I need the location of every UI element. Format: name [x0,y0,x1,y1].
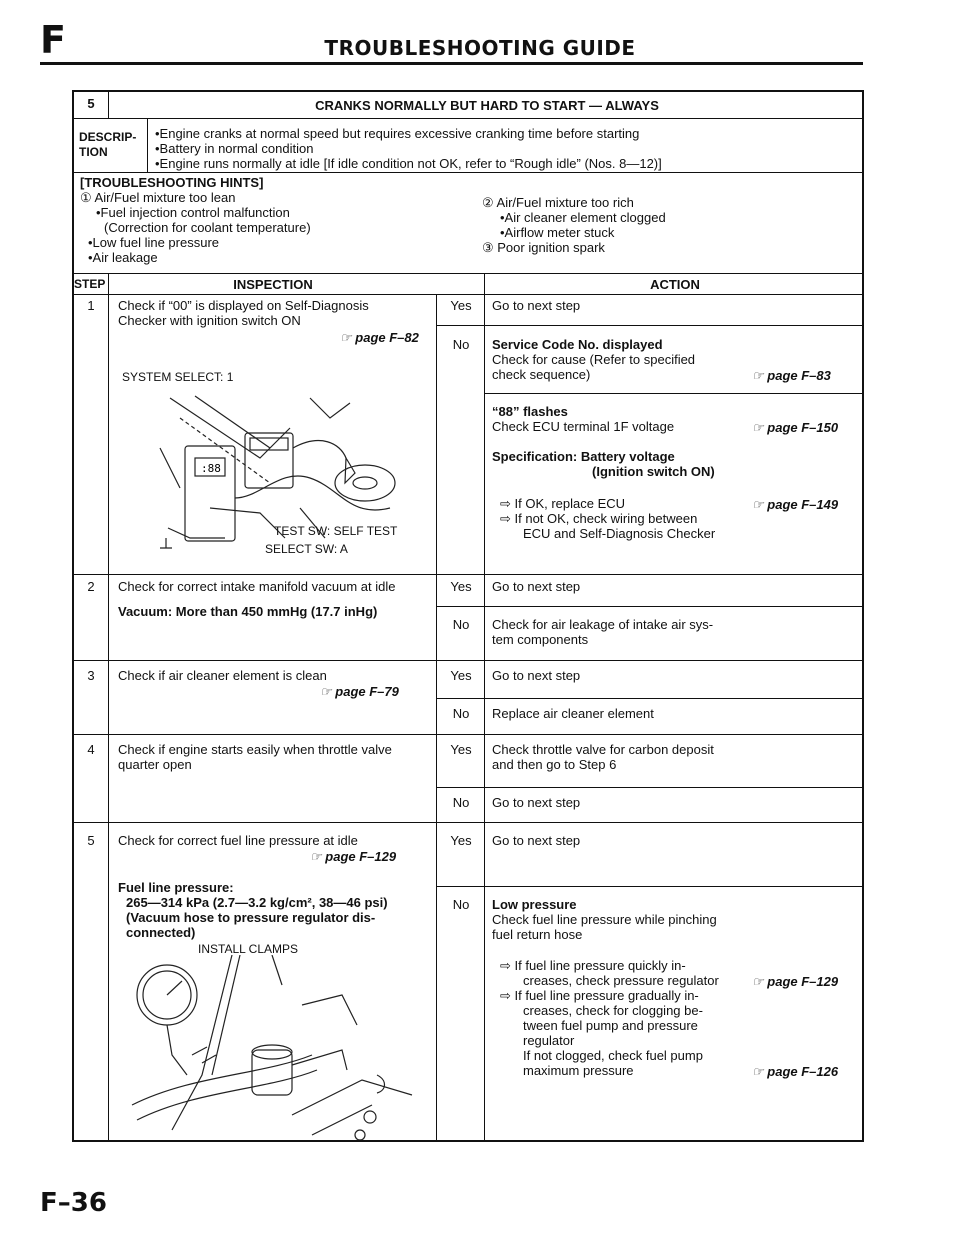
action-text: Check throttle valve for carbon deposit [492,742,714,757]
rule [436,886,864,887]
action-text: Go to next step [492,668,581,683]
action-text: Check fuel line pressure while pinching [492,912,717,927]
rule [108,273,109,1141]
action-text: Replace air cleaner element [492,706,654,721]
description-label: DESCRIP- [79,130,137,144]
action-text: tween fuel pump and pressure [523,1018,698,1033]
no-label: No [452,795,470,810]
rule [147,118,148,172]
action-text: Check for air leakage of intake air sys- [492,617,714,632]
hint-item: •Airflow meter stuck [500,225,615,240]
problem-number: 5 [87,96,95,111]
step-number: 2 [87,579,95,594]
rule [72,118,864,119]
action-text: Go to next step [492,298,581,313]
yes-label: Yes [450,298,472,313]
inspection-text: Check if “00” is displayed on Self-Diagnosis [118,298,369,313]
rule [72,273,864,274]
yes-label: Yes [450,668,472,683]
action-text: fuel return hose [492,927,583,942]
specification: connected) [126,925,196,940]
step-number: 5 [87,833,95,848]
diagram-label: SELECT SW: A [265,542,348,556]
rule [436,606,864,607]
action-text: ECU and Self-Diagnosis Checker [523,526,716,541]
description-label: TION [79,145,108,159]
hint-item: ③ Poor ignition spark [482,240,605,255]
action-text: creases, check for clogging be- [523,1003,703,1018]
step-number: 4 [87,742,95,757]
column-header-action: ACTION [650,277,700,292]
description-line: •Engine runs normally at idle [If idle condition not OK, refer to “Rough idle” (Nos. 8—12)] [155,156,662,171]
inspection-text: Check if engine starts easily when throttle valve [118,742,392,757]
rule [484,273,485,1141]
action-text: Go to next step [492,795,581,810]
action-text: tem components [492,632,589,647]
hint-item: •Air cleaner element clogged [500,210,666,225]
rule [436,698,864,699]
specification: 265—314 kPa (2.7—3.2 kg/cm², 38—46 psi) [126,895,388,910]
action-text: Check for cause (Refer to specified [492,352,696,367]
hint-item: ① Air/Fuel mixture too lean [80,190,236,205]
page-reference: ☞ page F–82 [340,330,419,345]
rule [436,787,864,788]
step-number: 3 [87,668,95,683]
specification: Vacuum: More than 450 mmHg (17.7 inHg) [118,604,378,619]
action-text: creases, check pressure regulator [523,973,719,988]
description-line: •Engine cranks at normal speed but requires excessive cranking time before starting [155,126,640,141]
diagram-label: TEST SW: SELF TEST [274,524,398,538]
page-reference: ☞ page F–129 [310,849,396,864]
rule [484,393,864,394]
diagram-label: SYSTEM SELECT: 1 [122,370,234,384]
diagram-label: INSTALL CLAMPS [198,942,299,956]
action-heading: “88” flashes [492,404,568,419]
column-header-step: STEP [74,277,106,291]
inspection-text: Check for correct fuel line pressure at idle [118,833,358,848]
action-text: ⇨ If not OK, check wiring between [500,511,698,526]
fuel-pressure-gauge-illustration [112,955,432,1140]
no-label: No [452,706,470,721]
rule [108,90,109,118]
no-label: No [452,897,470,912]
rule [72,822,864,823]
action-text: ⇨ If fuel line pressure quickly in- [500,958,686,973]
action-text: If not clogged, check fuel pump [523,1048,703,1063]
hint-item: ② Air/Fuel mixture too rich [482,195,634,210]
page-reference: ☞ page F–79 [320,684,399,699]
no-label: No [452,617,470,632]
rule [72,660,864,661]
rule [436,294,437,1141]
action-text: ⇨ If OK, replace ECU [500,496,626,511]
action-text: Go to next step [492,833,581,848]
section-letter: F [40,18,66,62]
specification: (Vacuum hose to pressure regulator dis- [126,910,376,925]
page-title: TROUBLESHOOTING GUIDE [324,36,636,60]
rule [72,172,864,173]
action-text: ⇨ If fuel line pressure gradually in- [500,988,699,1003]
yes-label: Yes [450,833,472,848]
action-heading: Service Code No. displayed [492,337,663,352]
action-text: Go to next step [492,579,581,594]
step-number: 1 [87,298,95,313]
specification: Fuel line pressure: [118,880,234,895]
page-reference: ☞ page F–129 [752,974,838,989]
hint-item: •Low fuel line pressure [88,235,220,250]
problem-title: CRANKS NORMALLY BUT HARD TO START — ALWAYS [315,98,659,113]
no-label: No [452,337,470,352]
inspection-text: Check for correct intake manifold vacuum at idle [118,579,396,594]
specification: (Ignition switch ON) [592,464,715,479]
inspection-text: quarter open [118,757,192,772]
action-text: regulator [523,1033,575,1048]
action-text: check sequence) [492,367,591,382]
yes-label: Yes [450,742,472,757]
rule [72,294,864,295]
rule [436,325,864,326]
rule [72,734,864,735]
inspection-text: Checker with ignition switch ON [118,313,301,328]
page-reference: ☞ page F–126 [752,1064,838,1079]
description-line: •Battery in normal condition [155,141,314,156]
inspection-text: Check if air cleaner element is clean [118,668,327,683]
page-reference: ☞ page F–83 [752,368,831,383]
hints-heading: [TROUBLESHOOTING HINTS] [80,175,264,190]
action-text: maximum pressure [523,1063,634,1078]
hint-item: •Fuel injection control malfunction [96,205,290,220]
column-header-inspection: INSPECTION [233,277,313,292]
action-text: and then go to Step 6 [492,757,617,772]
page-reference: ☞ page F–150 [752,420,838,435]
rule [72,574,864,575]
yes-label: Yes [450,579,472,594]
svg-text::88: :88 [201,462,221,475]
hint-item: •Air leakage [88,250,158,265]
action-heading: Low pressure [492,897,577,912]
page-reference: ☞ page F–149 [752,497,838,512]
header-rule [40,62,863,65]
hint-item: (Correction for coolant temperature) [104,220,311,235]
page-number: F–36 [40,1188,107,1218]
action-text: Check ECU terminal 1F voltage [492,419,675,434]
specification: Specification: Battery voltage [492,449,675,464]
